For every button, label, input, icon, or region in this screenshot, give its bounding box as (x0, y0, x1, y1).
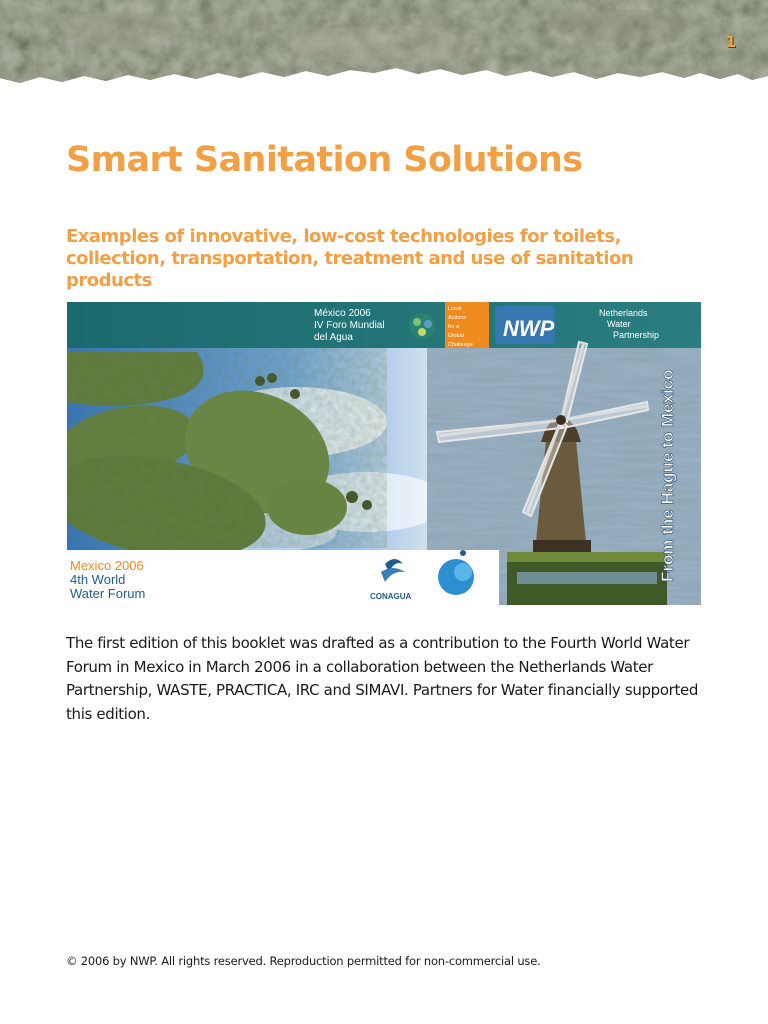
forum-banner-image (67, 302, 701, 605)
local-actions-line1: Local (448, 306, 462, 312)
vertical-tagline: From the Hague to Mexico (658, 369, 677, 582)
mexico-top-line3: del Agua (314, 332, 353, 343)
body-paragraph: The first edition of this booklet was drafted as a contribution to the Fourth World Water Forum in Mexico in March 2006 in a collaboration between the Netherlands Water Partnership, WASTE, PRACTICA, IRC and SIMAVI. Partners for Water financially supported this edition. (66, 634, 699, 723)
header-stone-band (0, 0, 768, 90)
mexico-bottom-line2: 4th World (70, 572, 126, 587)
netherlands-line3: Partnership (613, 330, 660, 340)
netherlands-line1: Netherlands (599, 308, 648, 318)
copyright-footer: © 2006 by NWP. All rights reserved. Reproduction permitted for non-commercial use. (66, 954, 541, 968)
nwp-logo-text: NWP (503, 316, 555, 341)
conagua-label: CONAGUA (370, 592, 412, 601)
page-subtitle: Examples of innovative, low-cost technologies for toilets, collection, transportation, treatment and use of sanitation products (66, 226, 634, 291)
local-actions-line4: Global (448, 333, 464, 339)
mexico-top-line1: México 2006 (314, 308, 371, 319)
page-title: Smart Sanitation Solutions (66, 140, 583, 180)
nwp-logo-icon (495, 306, 555, 344)
cactus-image (67, 348, 387, 573)
page-number: 1 (725, 33, 736, 51)
stone-texture-image (0, 0, 768, 90)
netherlands-line2: Water (607, 319, 631, 329)
world-water-forum-logo-icon (409, 313, 435, 339)
local-actions-line3: for a (448, 324, 460, 330)
mexico-bottom-line1: Mexico 2006 (70, 558, 144, 573)
mexico-bottom-line3: Water Forum (70, 586, 146, 601)
mexico-top-line2: IV Foro Mundial (314, 320, 385, 331)
local-actions-line5: Challenge (448, 342, 473, 348)
local-actions-line2: Actions (448, 315, 467, 321)
